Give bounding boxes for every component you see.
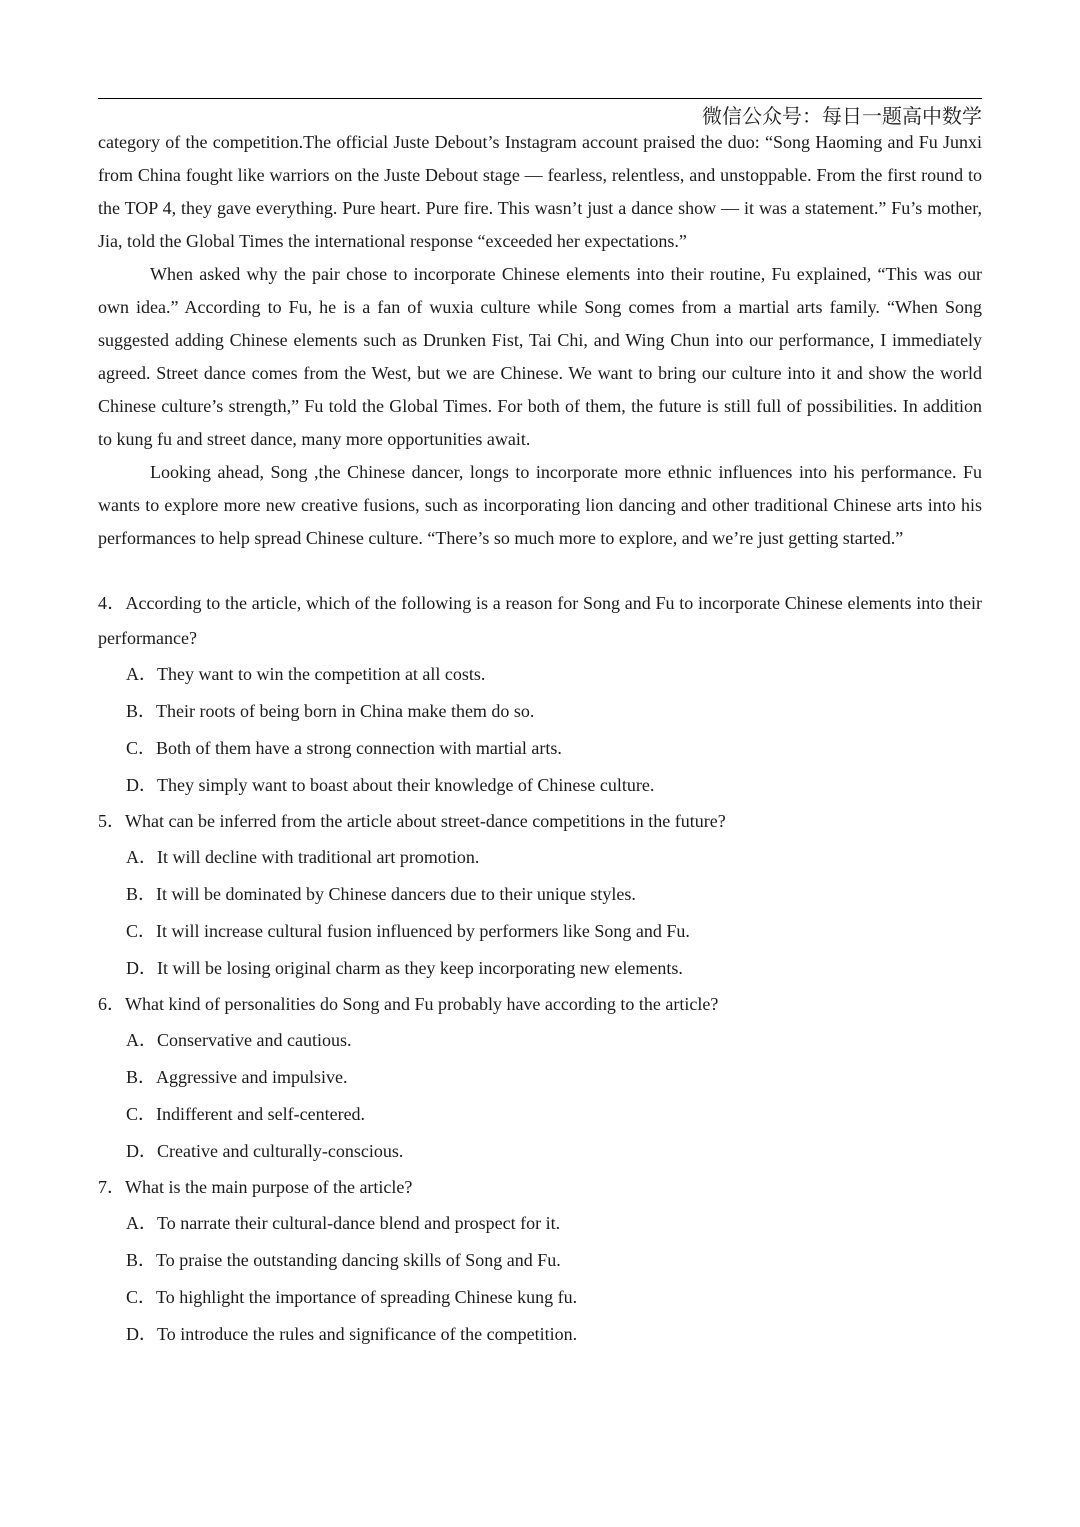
option-c: C．To highlight the importance of spreading Chinese kung fu. (126, 1287, 578, 1307)
option-a: A．They want to win the competition at all costs. (126, 664, 486, 684)
option-d: D．They simply want to boast about their knowledge of Chinese culture. (126, 775, 655, 795)
option-a: A．To narrate their cultural-dance blend and prospect for it. (126, 1213, 561, 1233)
option-d: D．To introduce the rules and significance of the competition. (126, 1324, 578, 1344)
option-c: C．It will increase cultural fusion influenced by performers like Song and Fu. (126, 921, 690, 941)
option-a: A．It will decline with traditional art promotion. (126, 847, 480, 867)
header-watermark-text: 微信公众号：每日一题高中数学 (702, 104, 982, 128)
option-b: B．Aggressive and impulsive. (126, 1067, 348, 1087)
article-paragraph: When asked why the pair chose to incorporate Chinese elements into their routine, Fu explained, “This was our own idea.” According to Fu, he is a fan of wuxia culture while Song comes from a martial arts family. “When Song suggested adding Chinese elements such as Drunken Fist, Tai Chi, and Wing Chun into our performance, I immediately agreed. Street dance comes from the West, but we are Chinese. We want to bring our culture into it and show the world Chinese culture’s strength,” Fu told the Global Times. For both of them, the future is still full of possibilities. In addition to kung fu and street dance, many more opportunities await. (98, 264, 982, 449)
article-body (98, 126, 982, 555)
article-paragraph: category of the competition.The official Juste Debout’s Instagram account praised the duo: “Song Haoming and Fu Junxi from China fought like warriors on the Juste Debout stage — fearless, relentless, and unstoppable. From the first round to the TOP 4, they gave everything. Pure heart. Pure fire. This wasn’t just a dance show — it was a statement.” Fu’s mother, Jia, told the Global Times the international response “exceeded her expectations.” (98, 132, 982, 251)
article-paragraph: Looking ahead, Song ,the Chinese dancer, longs to incorporate more ethnic influences into his performance. Fu wants to explore more new creative fusions, such as incorporating lion dancing and other traditional Chinese arts into his performances to help spread Chinese culture. “There’s so much more to explore, and we’re just getting started.” (98, 462, 982, 548)
question-5 (98, 804, 982, 987)
question-list (98, 586, 982, 1353)
option-d: D．Creative and culturally-conscious. (126, 1141, 404, 1161)
question-6 (98, 987, 982, 1170)
question-stem: 4．According to the article, which of the following is a reason for Song and Fu to incorporate Chinese elements into their performance? (98, 593, 982, 648)
question-4 (98, 586, 982, 804)
option-b: B．Their roots of being born in China make them do so. (126, 701, 535, 721)
option-d: D．It will be losing original charm as they keep incorporating new elements. (126, 958, 683, 978)
option-a: A．Conservative and cautious. (126, 1030, 352, 1050)
question-stem: 5．What can be inferred from the article about street-dance competitions in the future? (98, 811, 726, 831)
question-7 (98, 1170, 982, 1353)
option-b: B．It will be dominated by Chinese dancers due to their unique styles. (126, 884, 636, 904)
question-stem: 6．What kind of personalities do Song and Fu probably have according to the article? (98, 994, 719, 1014)
option-c: C．Indifferent and self-centered. (126, 1104, 366, 1124)
question-stem: 7．What is the main purpose of the article? (98, 1177, 413, 1197)
header-divider (98, 98, 982, 99)
option-b: B．To praise the outstanding dancing skills of Song and Fu. (126, 1250, 561, 1270)
option-c: C．Both of them have a strong connection with martial arts. (126, 738, 562, 758)
